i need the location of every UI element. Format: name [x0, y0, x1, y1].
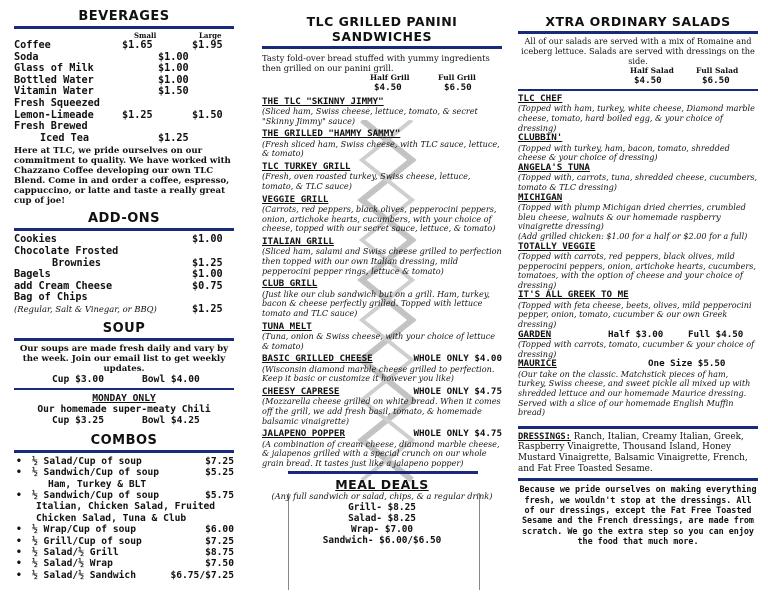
beverage-price-small: $1.65	[122, 40, 153, 51]
chili-line: Our homemade super-meaty Chili	[37, 404, 211, 416]
combos-list	[14, 490, 234, 501]
meal-rule	[288, 471, 478, 474]
maurice-desc: (Our take on the classic. Matchstick pieces of ham, turkey, Swiss cheese, and sweet pickle all mixed up with shredded lettuce and our homemade Maurice dressing. Served with a slice of our homemade English Muffin bread)	[518, 368, 751, 418]
panini-intro: Tasty fold-over bread stuffed with yummy ingredients then grilled on our panini grill.	[262, 53, 490, 73]
addon-row	[14, 269, 234, 281]
beverage-name: Iced Tea	[40, 132, 90, 144]
beverage-name: Lemon-Limeade	[14, 109, 94, 121]
combos-title: COMBOS	[90, 432, 158, 448]
garden-header	[518, 330, 758, 341]
panini-item-price: WHOLE ONLY $4.00	[413, 353, 502, 365]
combos-list	[14, 524, 234, 581]
salad-item-desc: (Topped with, carrots, tuna, shredded cheese, cucumbers, tomato & TLC dressing)	[518, 172, 758, 193]
beverages-rule	[14, 26, 234, 29]
beverage-name: Soda	[14, 51, 39, 63]
closing-note: Because we pride ourselves on making everything fresh, we wouldn't stop at the dressings. All of our dressings, except the Fat Free Toasted Sesame and the French dressings, are made from scratch. We go the extra step so you can enjoy the food that much more.	[519, 484, 757, 547]
combo-item: • ½ Sandwich/Cup of soup $5.25	[14, 467, 234, 478]
large-label: Large	[199, 31, 222, 40]
salads-prices	[518, 75, 758, 87]
addon-price: $0.75	[192, 280, 223, 292]
addon-row	[14, 246, 234, 258]
closing-rule	[518, 478, 758, 481]
dressings-block	[518, 432, 758, 474]
addon-row	[14, 304, 234, 316]
panini-item-desc: (Sliced ham, Swiss cheese, lettuce, tomato, & secret "Skinny Jimmy" sauce)	[262, 106, 478, 126]
panini-item-name: TUNA MELT	[262, 320, 312, 332]
panini-item-name: ITALIAN GRILL	[262, 235, 334, 247]
dressings-rule	[518, 426, 758, 429]
meal-line: Salad- $8.25	[348, 513, 416, 525]
panini-item-name: JALAPENO POPPER	[262, 428, 345, 440]
combos-list	[14, 456, 234, 479]
soup-prices	[14, 374, 234, 386]
combo-item: • ½ Salad/½ Grill $8.75	[14, 547, 234, 558]
salad-item-name: MICHIGAN	[518, 191, 563, 203]
maurice-name: MAURICE	[518, 358, 557, 370]
beverage-row	[14, 63, 234, 75]
addon-name: add Cream Cheese	[14, 280, 113, 292]
panini-item-desc: (Fresh sliced ham, Swiss cheese, with TLC sauce, lettuce, & tomato)	[262, 138, 500, 159]
salads-intro: All of our salads are served with a mix of Romaine and iceberg lettuce. Salads are served with dressings on the side.	[521, 36, 755, 66]
beverages-title: BEVERAGES	[78, 9, 170, 24]
soup-rule	[14, 338, 234, 341]
chili-cup-price: Cup $3.25	[52, 415, 104, 427]
addon-row	[14, 234, 234, 246]
salad-item-name: ANGELA'S TUNA	[518, 161, 590, 173]
small-label: Small	[134, 31, 157, 40]
garden-desc: (Topped with carrots, tomato, cucumber & your choice of dressing)	[518, 339, 755, 359]
panini-item-desc: (Wisconsin diamond marble cheese grilled to perfection. Keep it basic or customize it however you like)	[262, 363, 495, 384]
panini-item-desc: (Just like our club sandwich but on a grill. Ham, turkey, bacon & cheese perfectly grilled. Topped with lettuce tomato and TLC sauce)	[262, 288, 490, 318]
salads-rule-2	[518, 89, 758, 91]
addon-name: Cookies	[14, 234, 57, 246]
panini-rule	[262, 46, 502, 49]
half-grill-price: $4.50	[374, 82, 402, 93]
full-salad-label: Full Salad	[696, 66, 739, 76]
salad-item-desc: (Topped with plump Michigan dried cherries, crumbled bleu cheese, walnuts & our homemade raspberry vinaigrette dressing)	[518, 202, 746, 232]
panini-item-header	[262, 387, 502, 398]
addon-row	[14, 281, 234, 293]
meal-line: Sandwich- $6.00/$6.50	[322, 535, 442, 547]
addon-name: Chocolate Frosted	[14, 245, 119, 257]
meal-line: Grill- $8.25	[348, 502, 416, 514]
half-salad-price: $4.50	[634, 75, 662, 87]
beverage-row	[14, 40, 234, 52]
soup-title: SOUP	[102, 320, 146, 336]
beverage-row	[14, 98, 234, 110]
addons-title: ADD-ONS	[87, 211, 161, 227]
coffee-note: Here at TLC, we pride ourselves on our commitment to quality. We have worked with Chazzano Coffee developing our own TLC Blend. Come in and order a coffee, espresso, cappuccino, or latte and taste a really great cup of joe!	[14, 146, 231, 207]
maurice-price: One Size $5.50	[648, 358, 726, 370]
full-salad-price: $6.50	[702, 75, 730, 87]
chili-bowl-price: Bowl $4.25	[142, 415, 200, 427]
beverage-price-small: $1.25	[122, 109, 153, 121]
addon-name: Brownies	[52, 257, 102, 269]
panini-item-price: WHOLE ONLY $4.75	[413, 428, 502, 440]
meal-line: Wrap- $7.00	[350, 524, 414, 536]
beverage-row	[14, 86, 234, 98]
salad-item-desc: (Topped with ham, turkey, white cheese, Diamond marble cheese, tomato, hard boiled egg, & your choice of dressing)	[518, 103, 755, 133]
beverage-price-large: $1.50	[192, 109, 223, 121]
beverage-price: $1.50	[158, 86, 189, 98]
combo-item: • ½ Wrap/Cup of soup $6.00	[14, 524, 234, 535]
soup-rule-2	[14, 388, 234, 390]
chili-prices	[14, 415, 234, 427]
beverage-price: $1.00	[158, 51, 189, 63]
beverage-price: $1.25	[158, 132, 189, 144]
beverage-name: Bottled Water	[14, 74, 94, 86]
combo-sub: Italian, Chicken Salad, Fruited	[36, 501, 216, 513]
panini-prices	[262, 82, 502, 94]
garden-name: GARDEN	[518, 328, 552, 340]
salad-item-desc: (Topped with feta cheese, beets, olives, mild pepperocini pepper, onion, tomato, cucumber & our own Greek dressing)	[518, 299, 752, 330]
combo-item: • ½ Sandwich/Cup of soup $5.75	[14, 490, 234, 501]
panini-item-name: TLC TURKEY GRILL	[262, 160, 351, 172]
salads-title: XTRA ORDINARY SALADS	[545, 14, 731, 29]
addon-price: $1.25	[192, 257, 223, 269]
beverages-size-header	[14, 32, 234, 40]
panini-item-name: CLUB GRILL	[262, 278, 318, 290]
monday-title: MONDAY ONLY	[92, 393, 156, 405]
panini-item-name: THE GRILLED "HAMMY SAMMY"	[262, 128, 401, 140]
addon-row	[14, 292, 234, 304]
salad-item-name: CLUBBIN'	[518, 132, 563, 144]
panini-item-name: VEGGIE GRILL	[262, 193, 329, 205]
middle-column	[262, 0, 502, 546]
combo-item: • ½ Salad/½ Wrap $7.50	[14, 558, 234, 569]
dressings-label: DRESSINGS:	[518, 431, 571, 442]
soup-note: Our soups are made fresh daily and vary by the week. Join our email list to get weekly updates.	[19, 343, 229, 374]
beverage-row	[14, 121, 234, 133]
full-grill-label: Full Grill	[438, 73, 476, 82]
dressings-list: Ranch, Italian, Creamy Italian, Greek, Raspberry Vinaigrette, Thousand Island, Honey Mustard Vinaigrette, Balsamic Vinaigrette, French, and Fat Free Toasted Sesame.	[518, 431, 748, 474]
salad-item-name: IT'S ALL GREEK TO ME	[518, 289, 629, 301]
panini-item-name: CHEESY CAPRESE	[262, 385, 340, 397]
beverage-price: $1.00	[158, 63, 189, 75]
garden-half-price: Half $3.00	[608, 328, 664, 340]
salad-item-desc: (Topped with carrots, red peppers, black olives, mild pepperocini peppers, onion, artichoke hearts, cucumbers, tomatoes, with the option of cheese and your choice of dressing)	[518, 251, 756, 290]
beverage-price-large: $1.95	[192, 40, 223, 51]
addon-name: (Regular, Salt & Vinegar, or BBQ)	[14, 303, 157, 314]
panini-item-name: THE TLC "SKINNY JIMMY"	[262, 95, 384, 107]
panini-item-desc: (Sliced ham, salami and Swiss cheese grilled to perfection then topped with our own Italian dressing, mild pepperocini pepper rings, lettuce & tomato)	[262, 246, 502, 276]
addon-name: Bag of Chips	[14, 292, 88, 304]
right-column	[518, 0, 758, 547]
beverage-row	[14, 75, 234, 87]
combo-sub: Chicken Salad, Tuna & Club	[36, 512, 187, 524]
panini-item-price: WHOLE ONLY $4.75	[413, 385, 502, 397]
panini-item-desc: (Tuna, onion & Swiss cheese, with your choice of lettuce & tomato)	[262, 331, 496, 351]
beverage-price: $1.00	[158, 74, 189, 86]
combo-item: • ½ Grill/Cup of soup $7.25	[14, 536, 234, 547]
soup-cup-price: Cup $3.00	[52, 373, 104, 385]
salads-size-header	[518, 66, 758, 75]
beverage-name: Fresh Brewed	[14, 121, 88, 133]
beverage-name: Glass of Milk	[14, 63, 94, 75]
half-salad-label: Half Salad	[630, 66, 674, 76]
addon-name: Bagels	[14, 269, 51, 281]
panini-item-header	[262, 354, 502, 365]
full-grill-price: $6.50	[444, 82, 472, 93]
salad-item-name: TOTALLY VEGGIE	[518, 240, 596, 252]
salad-item-name: TLC CHEF	[518, 92, 563, 104]
combo-sub: Ham, Turkey & BLT	[48, 478, 147, 490]
panini-title: TLC GRILLED PANINI SANDWICHES	[306, 14, 458, 44]
panini-item-desc: (Fresh, oven roasted turkey, Swiss cheese, lettuce, tomato, & TLC sauce)	[262, 171, 471, 192]
garden-full-price: Full $4.50	[688, 328, 744, 340]
addon-row	[14, 258, 234, 270]
addon-price: $1.25	[192, 303, 223, 315]
meal-title: MEAL DEALS	[335, 477, 429, 493]
panini-item-desc: (Carrots, red peppers, black olives, pepperocini peppers, onion, artichoke hearts, cucumbers, with your choice of cheese, topped with our secret sauce, lettuce, & tomato)	[262, 204, 497, 234]
salad-item-extra: (Add grilled chicken: $1.00 for a half or $2.00 for a full)	[518, 230, 748, 241]
panini-size-header	[262, 73, 502, 82]
meal-desc: (Any full sandwich or salad, chips, & a regular drink)	[271, 491, 493, 502]
combo-item: • ½ Salad/Cup of soup $7.25	[14, 456, 234, 467]
soup-bowl-price: Bowl $4.00	[142, 373, 200, 385]
panini-item-header	[262, 429, 502, 440]
salad-item-desc: (Topped with turkey, ham, bacon, tomato, shredded cheese & your choice of dressing)	[518, 142, 730, 163]
beverage-name: Fresh Squeezed	[14, 97, 100, 109]
left-column	[14, 0, 234, 581]
combo-item: • ½ Salad/½ Sandwich $6.75/$7.25	[14, 570, 234, 581]
panini-item-desc: (Mozzarella cheese grilled on white bread. When it comes off the grill, we add fresh basil, tomato, & homemade balsamic vinaigrette)	[262, 396, 501, 426]
addon-price: $1.00	[192, 269, 223, 281]
beverage-name: Vitamin Water	[14, 86, 94, 98]
panini-item-name: BASIC GRILLED CHEESE	[262, 353, 373, 365]
combos-rule	[14, 450, 234, 453]
panini-item-desc: (A combination of cream cheese, diamond marble cheese, & jalapenos grilled with a special crunch on our whole grain bread. It tastes just like a jalapeno popper)	[262, 438, 500, 468]
beverage-name: Coffee	[14, 40, 51, 51]
maurice-header	[518, 359, 758, 370]
addons-rule	[14, 228, 234, 231]
beverage-row	[14, 110, 234, 122]
half-grill-label: Half Grill	[370, 73, 410, 82]
beverage-row	[14, 133, 234, 145]
beverage-row	[14, 52, 234, 64]
salads-rule	[518, 31, 758, 34]
addon-price: $1.00	[192, 234, 223, 246]
